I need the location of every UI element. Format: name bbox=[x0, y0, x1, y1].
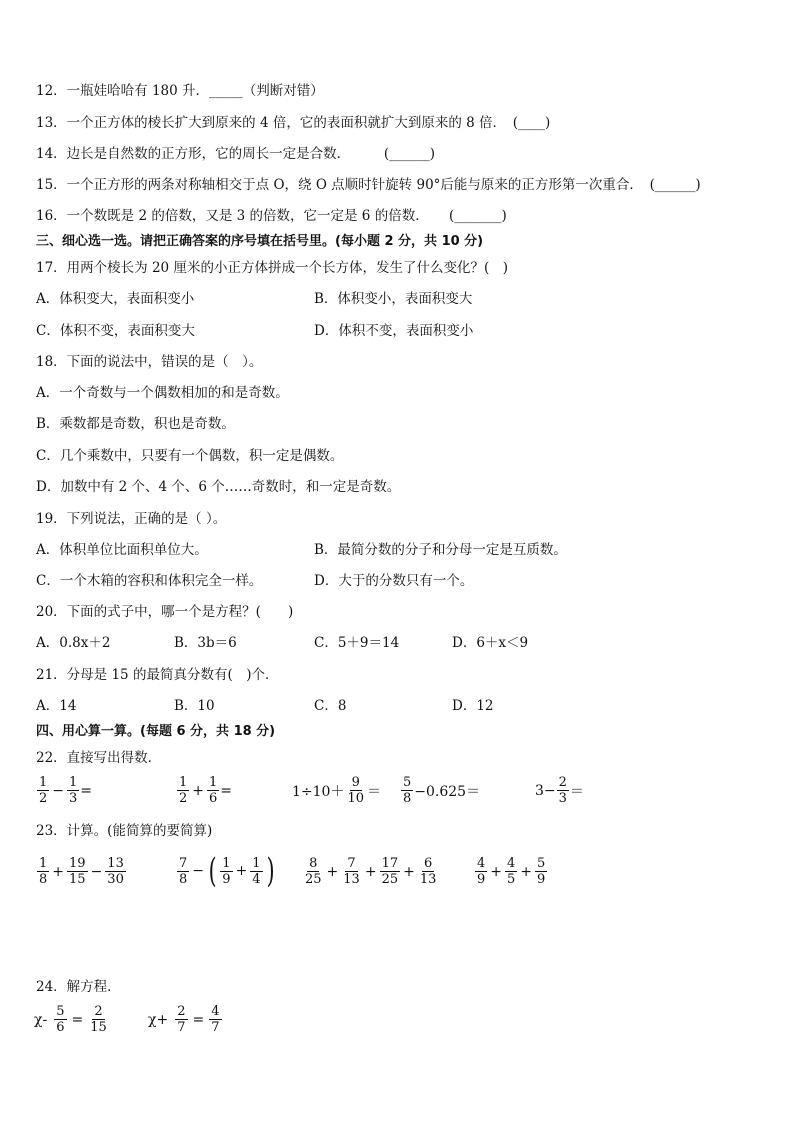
question-18-option-c: C．几个乘数中，只要有一个偶数，积一定是偶数。 bbox=[36, 448, 344, 464]
question-19-option-b: B．最简分数的分子和分母一定是互质数。 bbox=[314, 542, 567, 558]
question-23-stem: 23．计算。(能简算的要简算) bbox=[36, 823, 213, 839]
fraction: $\frac{19}{15}$ bbox=[69, 856, 86, 887]
q23-expression-3: $\frac{8}{25}$ + $\frac{7}{13}$ + $\frac{17}{25}$ + $\frac{6}{13}$ bbox=[305, 856, 437, 887]
fraction: $\frac{2}{15}$ bbox=[90, 1004, 107, 1035]
question-21-stem: 21．分母是 15 的最简真分数有( )个． bbox=[36, 667, 279, 683]
fraction: $\frac{5}{9}$ bbox=[537, 856, 546, 887]
question-13: 13．一个正方体的棱长扩大到原来的 4 倍，它的表面积就扩大到原来的 8 倍． (____) bbox=[36, 115, 551, 131]
left-paren: ( bbox=[208, 851, 217, 891]
section-3-heading: 三、细心选一选。请把正确答案的序号填在括号里。(每小题 2 分，共 10 分) bbox=[36, 234, 484, 249]
question-18-stem: 18．下面的说法中，错误的是（ ）。 bbox=[36, 354, 263, 370]
fraction: $\frac{17}{25}$ bbox=[381, 856, 399, 887]
question-20-option-b: B．3b＝6 bbox=[174, 635, 237, 651]
question-19-option-a: A．体积单位比面积单位大。 bbox=[36, 542, 208, 558]
question-17-stem: 17．用两个棱长为 20 厘米的小正方体拼成一个长方体，发生了什么变化？( ) bbox=[36, 260, 508, 276]
question-15: 15．一个正方形的两条对称轴相交于点 O，绕 O 点顺时针旋转 90°后能与原来的正方形第一次重合． (______) bbox=[36, 177, 701, 193]
question-19-stem: 19．下列说法，正确的是（ ）。 bbox=[36, 511, 227, 527]
fraction: $\frac{5}{6}$ bbox=[56, 1004, 65, 1035]
right-paren: ) bbox=[266, 851, 275, 891]
question-18-option-a: A．一个奇数与一个偶数相加的和是奇数。 bbox=[36, 385, 289, 401]
question-20-option-d: D．6＋x＜9 bbox=[452, 635, 529, 651]
question-21-option-b: B．10 bbox=[174, 698, 215, 714]
question-12: 12．一瓶娃哈哈有 180 升．_____（判断对错） bbox=[36, 83, 324, 99]
question-19-option-c: C．一个木箱的容积和体积完全一样。 bbox=[36, 573, 263, 589]
fraction: $\frac{1}{2}$ bbox=[39, 775, 48, 806]
fraction: $\frac{1}{8}$ bbox=[39, 856, 48, 887]
question-20-option-a: A．0.8x＋2 bbox=[36, 635, 111, 651]
fraction: $\frac{7}{13}$ bbox=[343, 856, 360, 887]
question-16: 16．一个数既是 2 的倍数，又是 3 的倍数，它一定是 6 的倍数． (_______) bbox=[36, 208, 507, 224]
fraction: $\frac{2}{7}$ bbox=[177, 1004, 186, 1035]
fraction: $\frac{1}{6}$ bbox=[209, 775, 218, 806]
fraction: $\frac{7}{8}$ bbox=[179, 855, 188, 887]
question-21-option-c: C．8 bbox=[314, 698, 347, 714]
q24-equation-2: χ+ $\frac{2}{7}$ = $\frac{4}{7}$ bbox=[148, 1004, 220, 1035]
question-20-option-c: C．5＋9＝14 bbox=[314, 635, 400, 651]
question-17-option-c: C．体积不变，表面积变大 bbox=[36, 323, 195, 339]
question-17-option-a: A．体积变大，表面积变小 bbox=[36, 291, 195, 307]
q23-expression-1: $\frac{1}{8}$ + $\frac{19}{15}$ − $\frac{13}{30}$ bbox=[39, 856, 124, 887]
q22-expression-2: $\frac{1}{2}$ + $\frac{1}{6}$ = bbox=[179, 775, 233, 806]
fraction: $\frac{6}{13}$ bbox=[419, 856, 437, 887]
question-21-option-d: D．12 bbox=[452, 698, 494, 714]
q23-expression-4: $\frac{4}{9}$ + $\frac{4}{5}$ + $\frac{5}{9}$ bbox=[477, 856, 546, 887]
question-20-stem: 20．下面的式子中，哪一个是方程？( ) bbox=[36, 604, 294, 620]
section-4-heading: 四、用心算一算。(每题 6 分，共 18 分) bbox=[36, 724, 276, 739]
question-22-stem: 22．直接写出得数． bbox=[36, 750, 162, 766]
fraction: $\frac{13}{30}$ bbox=[107, 856, 124, 887]
fraction: $\frac{1}{2}$ bbox=[179, 775, 188, 806]
fraction: $\frac{4}{5}$ bbox=[507, 856, 516, 887]
q23-expression-2: $\frac{7}{8}$ − ( $\frac{1}{9}$ + $\frac{1}{4}$ ) bbox=[179, 851, 275, 891]
question-14: 14．边长是自然数的正方形，它的周长一定是合数． (______) bbox=[36, 146, 435, 162]
question-18-option-b: B．乘数都是奇数，积也是奇数。 bbox=[36, 416, 235, 432]
fraction: $\frac{1}{9}$ bbox=[222, 855, 231, 887]
q22-expression-4: $\frac{5}{8}$ −0.625＝ bbox=[403, 775, 481, 806]
q24-equation-1: χ- $\frac{5}{6}$ = $\frac{2}{15}$ bbox=[34, 1004, 107, 1035]
fraction: $\frac{1}{4}$ bbox=[252, 855, 261, 887]
fraction: $\frac{4}{7}$ bbox=[211, 1004, 220, 1035]
fraction: $\frac{1}{3}$ bbox=[69, 775, 78, 806]
fraction: $\frac{8}{25}$ bbox=[305, 856, 322, 887]
question-19-option-d: D．大于的分数只有一个。 bbox=[314, 573, 474, 589]
question-24-stem: 24．解方程． bbox=[36, 979, 121, 995]
fraction: $\frac{9}{10}$ bbox=[347, 775, 364, 806]
question-17-option-d: D．体积不变，表面积变小 bbox=[314, 323, 474, 339]
question-21-option-a: A．14 bbox=[36, 698, 77, 714]
q22-expression-5: 3− $\frac{2}{3}$ ＝ bbox=[535, 775, 584, 806]
fraction: $\frac{4}{9}$ bbox=[477, 856, 486, 887]
fraction: $\frac{2}{3}$ bbox=[558, 775, 567, 806]
q22-expression-1: $\frac{1}{2}$ − $\frac{1}{3}$ = bbox=[39, 775, 93, 806]
question-17-option-b: B．体积变小，表面积变大 bbox=[314, 291, 473, 307]
fraction: $\frac{5}{8}$ bbox=[403, 775, 412, 806]
q22-expression-3: 1÷10＋ $\frac{9}{10}$ ＝ bbox=[292, 775, 381, 806]
question-18-option-d: D．加数中有 2 个、4 个、6 个……奇数时，和一定是奇数。 bbox=[36, 479, 401, 495]
